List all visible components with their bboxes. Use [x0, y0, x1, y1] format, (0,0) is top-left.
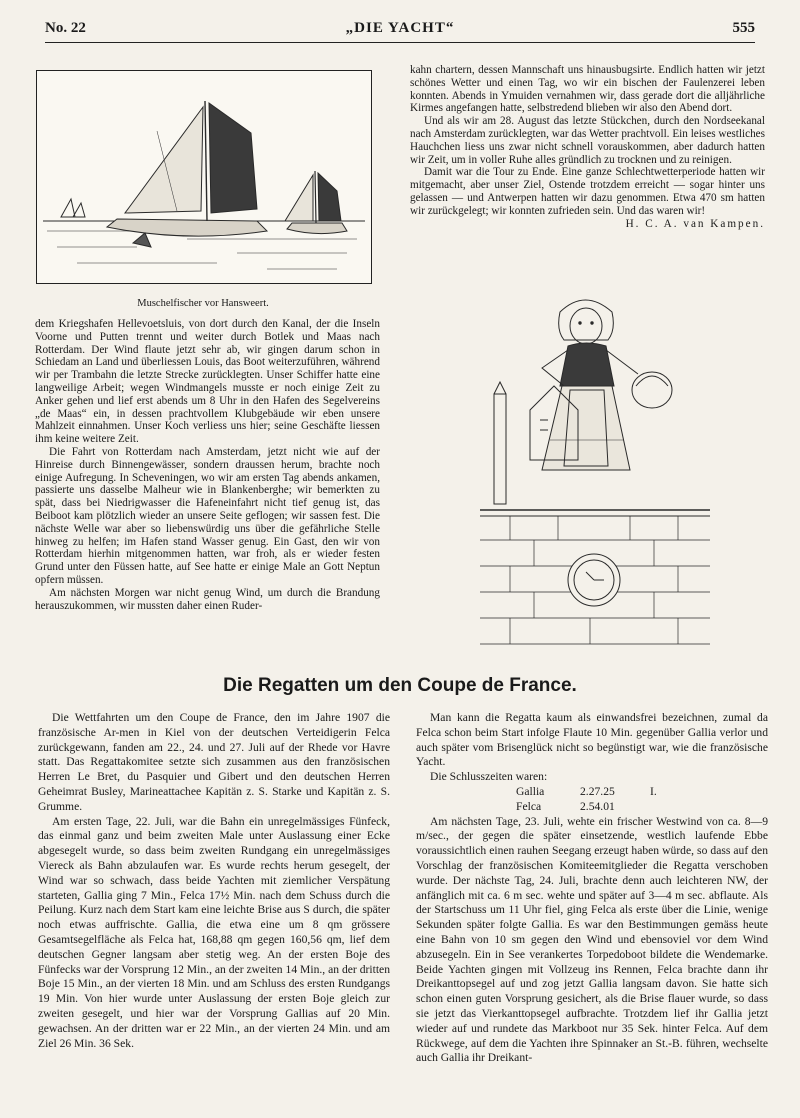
paragraph: Am ersten Tage, 22. Juli, war die Bahn ein unregelmässiges Fünfeck, das einmal ganz und beim zweiten Male unter Auslassung einer Ecke abgesegelt wurde, so dass beim zweiten Rundgang ein unregelmässiges Viereck als Bahn abzulaufen war. Es wurde rechts herum gesegelt, der Wind war so schwach, dass beide Yachten mit ziemlicher Verspätung starteten, Gallia ging 7 Min., Felca 17½ Min. nach dem Schuss durch die Peilung. Kurz nach dem Start kam eine leichte Brise aus S durch, die später noch etwas auffrischte. Gallia, die etwa eine um 8 qm grössere Gesamtsegelfläche als Felca hat, 168,88 qm gegen 160,56 qm, lief dem deutschen Gegner langsam aber stetig weg. An der ersten Boje des Fünfecks war der Vorsprung 12 Min., an der zweiten 14 Min., an der dritten Boje 15 Min., an der vierten 18 Min. und am Schluss des ersten Rundgangs 19 Min. Von hier wurde unter Auslassung der ersten Boje gleich zur zweiten gesegelt, und hier war der Vorsprung Gallias auf 20 Min. gewachsen. An der dritten war er 22 Min., an der vierten 24 Min. und am Ziel 26 Min. 36 Sek.	[38, 814, 390, 1050]
yacht-name: Gallia	[516, 784, 545, 798]
paragraph: kahn chartern, dessen Mannschaft uns hinausbugsirte. Endlich hatten wir jetzt schönes Wetter und einen Tag, wo wir ein bischen der Faulenzerei leben konnten. Abends in Ymuiden vernahmen wir, dass gerade dort die alljährliche Kirmes angefangen hatte, selbstredend blieben wir also den Abend dort.	[410, 64, 765, 115]
page-number: 555	[732, 20, 755, 36]
paragraph: Man kann die Regatta kaum als einwandsfrei bezeichnen, zumal da Felca schon beim Start infolge Flaute 10 Min. gegenüber Gallia verlor und auch später vom Brisenglück nicht so begünstigt war, wie die französische Yacht.	[416, 711, 768, 769]
woman-drawing	[480, 290, 710, 675]
paragraph: Damit war die Tour zu Ende. Eine ganze Schlechtwetterperiode hatten wir mitgemacht, aber unser Ziel, Ostende trotzdem erreicht — sogar hinter uns gelassen — und Antwerpen hatten wir dazu genommen. Etwa 470 sm hatten wir zurückgelegt; wir konnten zufrieden sein. Und das waren wir!	[410, 166, 765, 217]
paragraph: Und als wir am 28. August das letzte Stückchen, durch den Nordseekanal nach Amsterdam zurücklegten, war das Wetter prachtvoll. Ein leises westliches Hauchchen liess uns zwar nicht schnell vorauskommen, aber dadurch hatten wir Zeit, um in voller Ruhe alles gründlich zu trocknen und zu reinigen.	[410, 115, 765, 166]
result-row	[516, 785, 768, 800]
issue-number: No. 22	[45, 20, 86, 36]
results-table	[416, 785, 768, 815]
paragraph: Am nächsten Morgen war nicht genug Wind, um durch die Brandung herauszukommen, wir mussten daher einen Ruder-	[35, 586, 380, 612]
paragraph: dem Kriegshafen Hellevoetsluis, von dort durch den Kanal, der die Inseln Voorne und Putten trennt und weiter durch Botlek und Maas nach Rotterdam. Der Wind flaute jetzt sehr ab, wir gingen darum schon in Schiedam an Land und überliessen Louis, das Boot weiterzuführen, während wir per Trambahn die letzte Strecke zurücklegten. Unser Schiffer hatte eine langweilige Arbeit; wegen Windmangels musste er noch einige Zeit zu Anker gehen und lief erst abends um 8 Uhr in den Hafen des Segelvereins „de Maas“ ein, in dessen prachtvollem Klubgebäude wir eben unsere Mahlzeit einnahmen. Unser Koch verliess uns hier; seine Geschäfte liessen ihm keine weitere Zeit.	[35, 318, 380, 446]
finish-time: 2.27.25	[580, 784, 615, 798]
sailboat-drawing	[37, 71, 371, 283]
section-title: Die Regatten um den Coupe de France.	[223, 675, 577, 696]
paragraph: Am nächsten Tage, 23. Juli, wehte ein frischer Westwind von ca. 8—9 m/sec., der gegen die später einsetzende, westlich laufende Ebbe voraussichtlich einen rauhen Seegang erzeugt haben würde, so dass auf den Vorschlag der französischen Komiteemitglieder die Regatta verschoben wurde. Der nächste Tag, 24. Juli, brachte denn auch leichteren NW, der anfänglich mit ca. 6 m sec. wehte und später auf 3—4 m sec. abflaute. Als der Startschuss um 11 Uhr fiel, ging Felca als erste über die Linie, wenige Sekunden später folgte Gallia. Es war den Bestimmungen gemäss heute eine Bahn von 10 sm gegen den Wind und ebensoviel vor dem Wind abzusegeln. Ein in See verankertes Torpedoboot bildete die Wendemarke. Beide Yachten gingen mit Vollzeug ins Rennen, Felca brachte dann ihr Dreikanttopsegel auf und zog jetzt Gallia langsam davon. Sie hatte sich schon einen guten Vorsprung gesichert, als die Brise flauer wurde, so dass sie jetzt das Vierkanttopsegel aufbrachte. Trotzdem lief ihr Gallia jetzt wieder auf und rundete das Markboot nur 35 Sek. hinter Felca. Auf dem Rückwege, auf dem die Yachten ihre Spinnaker an St.-B. führen, wechselte auch Gallia ihr Dreikant-	[416, 814, 768, 1065]
finish-rank: I.	[650, 784, 657, 798]
lower-left-column	[38, 711, 390, 1051]
yacht-name: Felca	[516, 799, 542, 813]
header-rule	[45, 42, 755, 43]
paragraph: Die Wettfahrten um den Coupe de France, den im Jahre 1907 die französische Ar-men in Kiel von der deutschen Verteidigerin Felca zurückgewann, fanden am 22., 24. und 27. Juli auf der Rhede vor Havre statt. Das Regattakomitee setzte sich zusammen aus den französischen Herren Le Bret, du Pasquier und Gibert und den deutschen Herren Geheimrat Busley, Marineattachee Kapitän z. S. Starke und Kapitän z. S. Grumme.	[38, 711, 390, 813]
figure-caption: Muschelfischer vor Hansweert.	[137, 298, 269, 309]
upper-right-column	[410, 64, 765, 230]
journal-title: „DIE YACHT“	[345, 20, 455, 36]
result-row	[516, 800, 768, 815]
dutch-woman-illustration	[480, 290, 710, 675]
sailboat-illustration	[36, 70, 372, 284]
finish-time: 2.54.01	[580, 799, 615, 813]
lower-right-column	[416, 711, 768, 1066]
author-signature: H. C. A. van Kampen.	[625, 217, 765, 230]
upper-left-column	[35, 318, 380, 612]
paragraph: Die Fahrt von Rotterdam nach Amsterdam, jetzt nicht wie auf der Hinreise durch Binnengewässer, sondern draussen herum, brachte noch einige Aufregung. In Scheveningen, wo wir am ersten Tag abends ankamen, passierte uns dasselbe Malheur wie in Blankenberghe; wir bemerkten zu spät, dass bei Niedrigwasser die Hafeneinfahrt nicht tief genug ist, das Beiboot kam plötzlich wieder an unsere Seite geflogen; wir sassen fest. Die nächste Welle war aber so liebenswürdig uns über die gefährliche Stelle hinweg zu helfen; im Hafen stand Wasser genug. Ein Gast, den wir von Rotterdam hierhin mitgenommen hatten, war froh, als er wieder festen Grund unter den Füssen hatte, auf See hatte er einige Male an Gott Neptun opfern müssen.	[35, 445, 380, 586]
paragraph: Die Schlusszeiten waren:	[430, 770, 548, 784]
